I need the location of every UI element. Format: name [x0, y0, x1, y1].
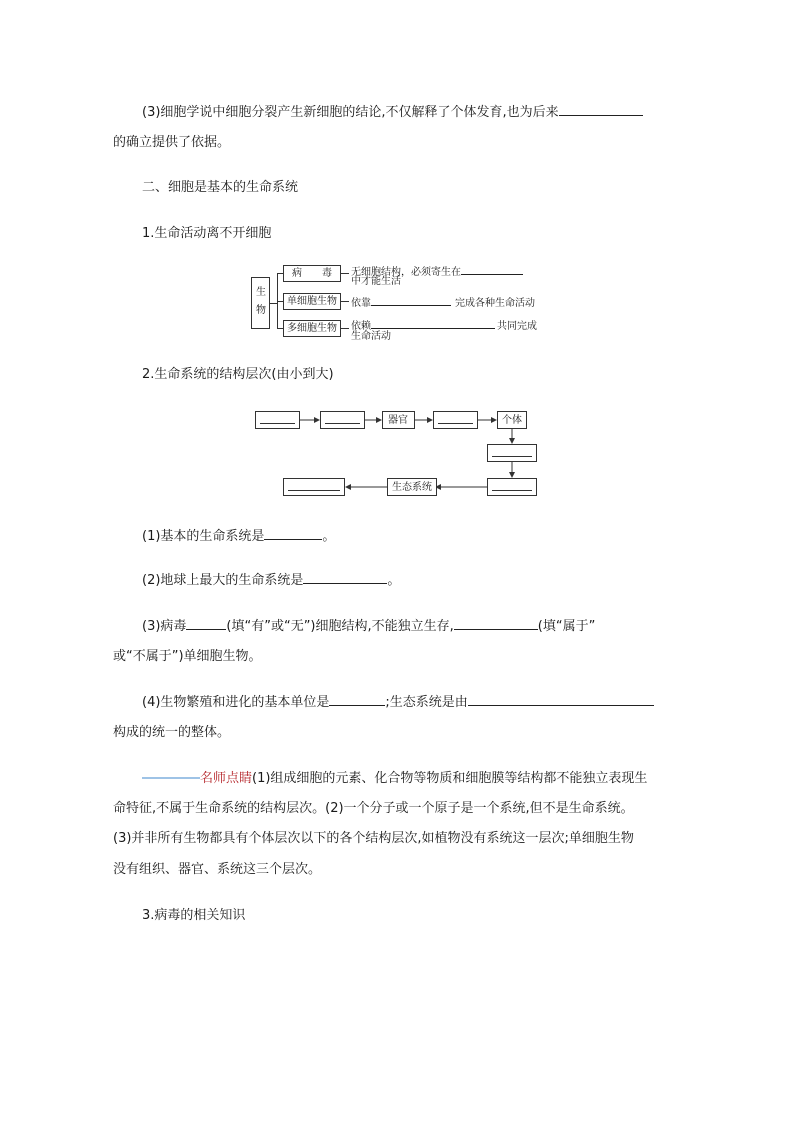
answer-blank[interactable]	[303, 571, 387, 584]
note-line2: 命特征,不属于生命系统的结构层次。(2)一个分子或一个原子是一个系统,但不是生命系统。	[113, 801, 634, 816]
multicell-suffix: 共同完成	[497, 321, 537, 332]
answer-blank[interactable]	[186, 617, 226, 630]
note-line3: (3)并非所有生物都具有个体层次以下的各个结构层次,如植物没有系统这一层次;单细胞生物	[113, 831, 634, 846]
q2-prefix: (2)地球上最大的生命系统是	[142, 573, 304, 588]
sub1-heading: 1.生命活动离不开细胞	[142, 226, 272, 241]
q1-prefix: (1)基本的生命系统是	[142, 529, 265, 544]
q3-line2: 或“不属于”)单细胞生物。	[113, 649, 262, 664]
q3-mid2: (填“属于”	[537, 619, 596, 634]
q2	[142, 571, 710, 589]
organ-label: 器官	[388, 415, 408, 426]
level-box-6	[283, 478, 345, 496]
level-box-4	[487, 444, 537, 462]
cell-theory-text-1: (3)细胞学说中细胞分裂产生新细胞的结论,不仅解释了个体发育,也为后来	[142, 105, 559, 120]
q3-line1	[142, 617, 710, 635]
q3-prefix: (3)病毒	[142, 619, 187, 634]
virus-desc-2: 中才能生活	[351, 276, 401, 287]
cell-theory-text-2: 的确立提供了依据。	[113, 135, 231, 150]
q4-line2: 构成的统一的整体。	[113, 725, 231, 740]
virus-label: 病 毒	[292, 268, 332, 279]
sub2-heading: 2.生命系统的结构层次(由小到大)	[142, 367, 334, 382]
multicell-prefix: 依赖	[351, 321, 371, 332]
q1-suffix: 。	[322, 529, 336, 544]
note-text-1: (1)组成细胞的元素、化合物等物质和细胞膜等结构都不能独立表现生	[252, 771, 648, 786]
level-box-5	[487, 478, 537, 496]
multicell-desc-2: 生命活动	[351, 331, 391, 342]
sub3-heading: 3.病毒的相关知识	[142, 908, 246, 923]
answer-blank[interactable]	[454, 617, 538, 630]
q4-mid: ;生态系统是由	[385, 695, 468, 710]
q4-line1	[142, 693, 710, 711]
q4-prefix: (4)生物繁殖和进化的基本单位是	[142, 695, 330, 710]
q3-mid1: (填“有”或“无”)细胞结构,不能独立生存,	[226, 619, 454, 634]
q1	[142, 527, 710, 545]
answer-blank[interactable]	[264, 527, 322, 540]
answer-blank[interactable]	[329, 693, 385, 706]
multicell-label: 多细胞生物	[287, 323, 337, 334]
unicell-label: 单细胞生物	[287, 296, 337, 307]
note-line4: 没有组织、器官、系统这三个层次。	[113, 862, 322, 877]
root-label: 生物	[256, 287, 266, 316]
individual-label: 个体	[502, 415, 522, 426]
unicell-prefix: 依靠	[351, 298, 371, 309]
unicell-suffix: 完成各种生命活动	[455, 298, 535, 309]
q2-suffix: 。	[387, 573, 401, 588]
answer-blank[interactable]	[468, 693, 654, 706]
note-title: 名师点睛	[200, 771, 253, 786]
ecosystem-label: 生态系统	[392, 482, 432, 493]
section-2-heading: 二、细胞是基本的生命系统	[142, 180, 299, 195]
virus-desc-text: 无细胞结构，必须寄生在	[351, 267, 461, 278]
note-line1	[142, 770, 710, 787]
ecosystem-box	[387, 478, 437, 496]
